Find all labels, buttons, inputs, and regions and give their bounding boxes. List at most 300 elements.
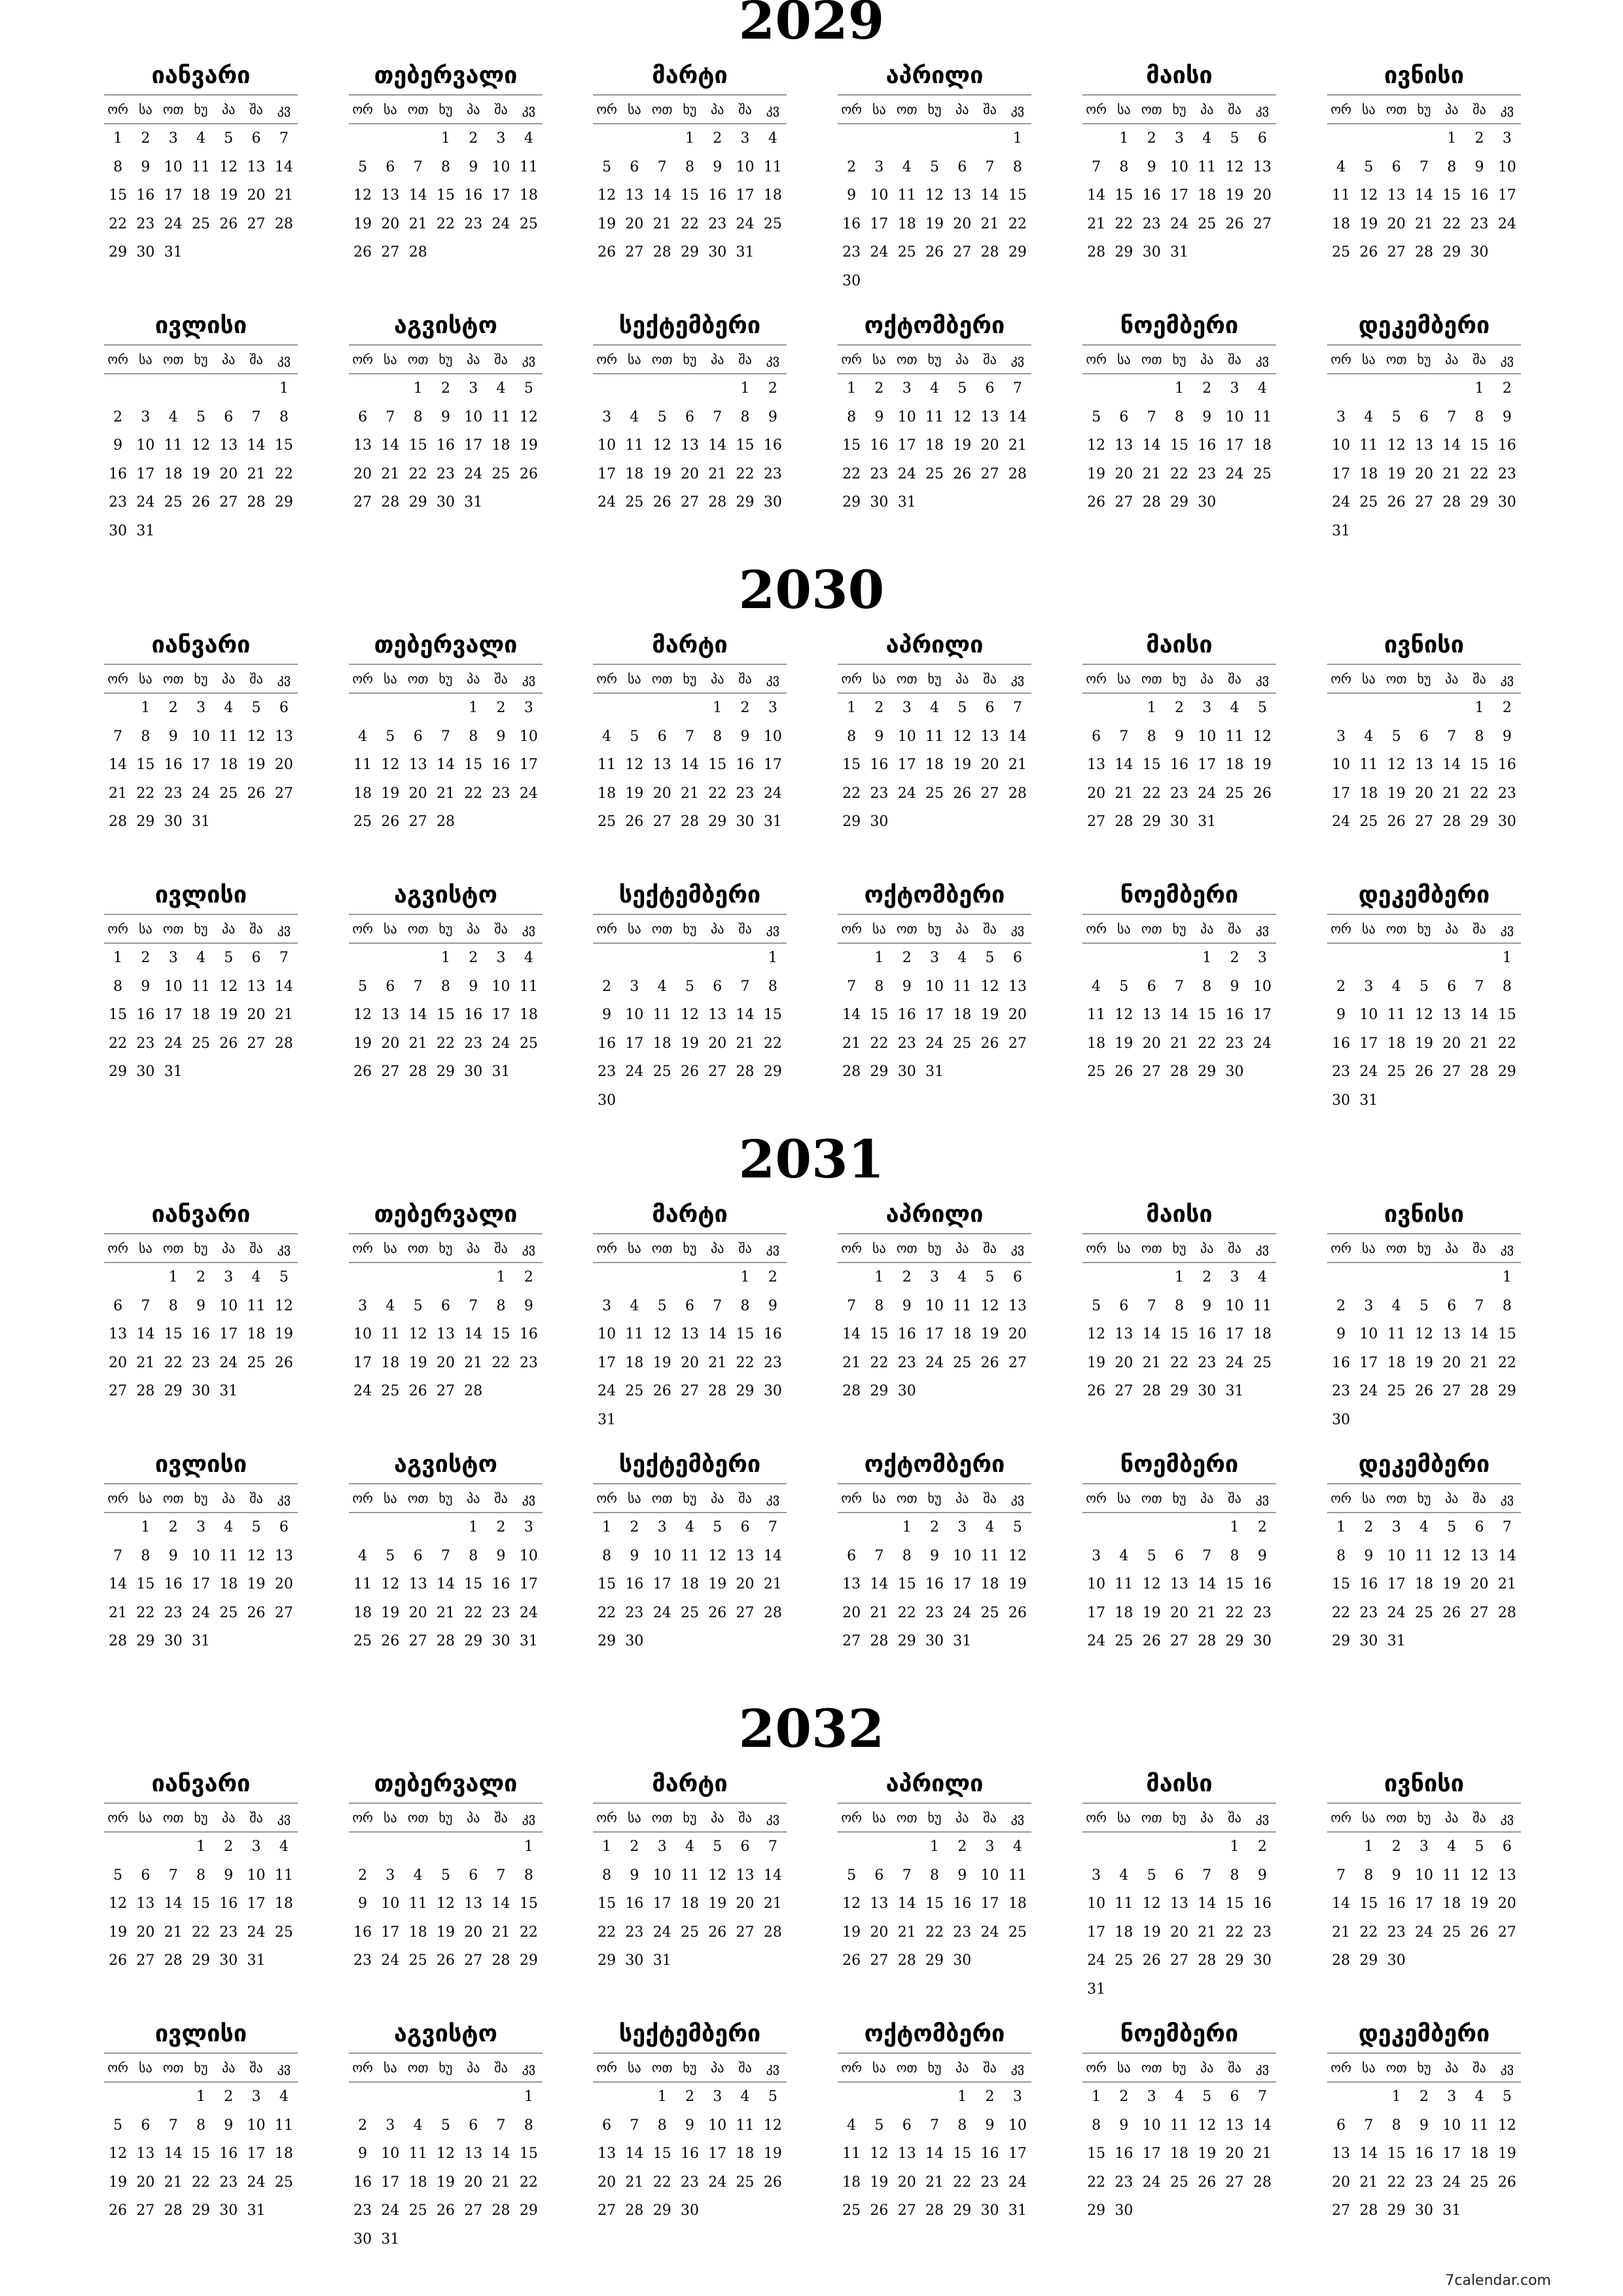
weekday-label: ოთ bbox=[162, 671, 184, 687]
month-block bbox=[104, 877, 298, 1086]
month-name: ნოემბერი bbox=[1120, 882, 1239, 908]
week-row bbox=[1082, 1599, 1276, 1628]
day-cell: 30 bbox=[136, 244, 155, 260]
weekday-label: სა bbox=[139, 2060, 152, 2075]
day-cell: 23 bbox=[1497, 465, 1516, 482]
day-cell: 12 bbox=[219, 978, 238, 995]
day-cell: 12 bbox=[1253, 728, 1272, 745]
weekday-label: პა bbox=[955, 1240, 969, 1256]
day-cell: 20 bbox=[1253, 187, 1272, 204]
empty-cell bbox=[620, 374, 648, 403]
day-cell: 20 bbox=[1414, 785, 1433, 802]
day-cell: 1 bbox=[847, 700, 857, 716]
day-cell: 8 bbox=[196, 2117, 205, 2134]
day-cell: 23 bbox=[842, 244, 861, 260]
day-cell: 23 bbox=[980, 2174, 999, 2191]
day-cell: 19 bbox=[436, 2174, 455, 2191]
day-cell: 9 bbox=[1230, 978, 1240, 995]
day-cell: 23 bbox=[109, 494, 128, 511]
weekday-label: ორ bbox=[352, 1240, 373, 1256]
day-cell: 16 bbox=[1169, 757, 1188, 773]
day-cell: 14 bbox=[464, 1326, 483, 1342]
empty-cell bbox=[187, 374, 215, 403]
day-cell: 21 bbox=[1470, 1354, 1489, 1371]
day-cell: 9 bbox=[768, 408, 777, 425]
month-block bbox=[593, 1766, 787, 1975]
weekday-label: კვ bbox=[1255, 101, 1270, 117]
weekday-label: ორ bbox=[1330, 671, 1351, 687]
day-cell: 14 bbox=[274, 978, 293, 995]
day-cell: 18 bbox=[274, 2145, 293, 2162]
week-row bbox=[349, 153, 543, 182]
day-cell: 11 bbox=[219, 1547, 238, 1564]
weekday-label: შა bbox=[1228, 1490, 1241, 1506]
empty-cell bbox=[676, 1627, 704, 1656]
day-cell: 26 bbox=[109, 1952, 128, 1969]
day-cell: 28 bbox=[274, 215, 293, 232]
day-cell: 11 bbox=[925, 408, 944, 425]
empty-cell bbox=[1249, 2197, 1276, 2225]
day-cell: 10 bbox=[652, 1547, 671, 1564]
empty-cell bbox=[187, 1058, 215, 1086]
day-cell: 7 bbox=[1419, 158, 1429, 175]
day-cell: 21 bbox=[870, 1604, 889, 1621]
day-cell: 19 bbox=[1008, 1576, 1027, 1592]
empty-cell bbox=[593, 694, 620, 723]
day-cell: 20 bbox=[408, 1604, 427, 1621]
empty-cell bbox=[104, 1833, 132, 1861]
day-cell: 16 bbox=[708, 187, 727, 204]
day-cell: 20 bbox=[1414, 465, 1433, 482]
day-cell: 1 bbox=[768, 950, 777, 966]
day-cell: 17 bbox=[491, 187, 510, 204]
weekday-label: ხუ bbox=[927, 1490, 942, 1506]
day-cell: 17 bbox=[1169, 187, 1188, 204]
day-cell: 25 bbox=[680, 1924, 699, 1941]
day-cell: 2 bbox=[524, 1269, 533, 1285]
day-cell: 12 bbox=[1470, 1867, 1489, 1884]
day-cell: 16 bbox=[1414, 2145, 1433, 2162]
day-cell: 7 bbox=[413, 978, 423, 995]
day-cell: 3 bbox=[1364, 978, 1374, 995]
day-cell: 13 bbox=[381, 187, 400, 204]
weekday-label: შა bbox=[1228, 351, 1241, 367]
day-cell: 18 bbox=[980, 1576, 999, 1592]
day-cell: 14 bbox=[842, 1326, 861, 1342]
day-cell: 27 bbox=[408, 814, 427, 830]
day-cell: 29 bbox=[1198, 1064, 1217, 1080]
day-cell: 10 bbox=[897, 728, 916, 745]
day-cell: 9 bbox=[113, 437, 123, 454]
day-cell: 3 bbox=[768, 700, 777, 716]
day-cell: 21 bbox=[1142, 1354, 1161, 1371]
month-block bbox=[349, 308, 543, 517]
weekday-label: ოთ bbox=[896, 351, 918, 367]
day-cell: 28 bbox=[763, 1924, 782, 1941]
day-cell: 9 bbox=[985, 2117, 995, 2134]
empty-cell bbox=[759, 238, 787, 267]
day-cell: 1 bbox=[1174, 1269, 1184, 1285]
empty-cell bbox=[215, 1627, 242, 1656]
day-cell: 5 bbox=[1147, 1547, 1156, 1564]
empty-cell bbox=[1355, 1406, 1382, 1435]
empty-cell bbox=[1110, 1833, 1137, 1861]
day-cell: 3 bbox=[602, 1297, 612, 1314]
day-cell: 11 bbox=[1414, 1547, 1433, 1564]
empty-cell bbox=[1166, 944, 1193, 973]
day-cell: 9 bbox=[141, 978, 151, 995]
day-cell: 25 bbox=[625, 1383, 644, 1399]
empty-cell bbox=[132, 2083, 159, 2111]
day-cell: 17 bbox=[1225, 1326, 1244, 1342]
day-cell: 4 bbox=[496, 380, 506, 397]
empty-cell bbox=[1410, 1946, 1438, 1975]
weekday-label: ოთ bbox=[407, 101, 429, 117]
day-cell: 18 bbox=[1470, 2145, 1489, 2162]
empty-cell bbox=[242, 1058, 270, 1086]
day-cell: 15 bbox=[1142, 757, 1161, 773]
weekday-label: ხუ bbox=[1417, 1240, 1431, 1256]
week-row bbox=[1082, 210, 1276, 239]
empty-cell bbox=[187, 517, 215, 546]
month-name: სექტემბერი bbox=[618, 1451, 761, 1478]
day-cell: 4 bbox=[1012, 1839, 1022, 1855]
week-row bbox=[1327, 1861, 1521, 1890]
day-cell: 1 bbox=[1336, 1519, 1346, 1535]
empty-cell bbox=[515, 488, 543, 517]
empty-cell bbox=[1327, 1833, 1355, 1861]
empty-cell bbox=[921, 488, 948, 517]
day-cell: 23 bbox=[680, 2174, 699, 2191]
weekday-header bbox=[593, 1803, 787, 1833]
empty-cell bbox=[731, 1086, 758, 1115]
day-cell: 31 bbox=[953, 1633, 972, 1649]
day-cell: 14 bbox=[1008, 728, 1027, 745]
day-cell: 26 bbox=[708, 1924, 727, 1941]
day-cell: 22 bbox=[1169, 1354, 1188, 1371]
weekday-header bbox=[1082, 2053, 1276, 2083]
empty-cell bbox=[376, 2083, 404, 2111]
weekday-label: ხუ bbox=[194, 1240, 208, 1256]
weekday-label: ორ bbox=[1330, 1490, 1351, 1506]
month-name: დეკემბერი bbox=[1358, 2020, 1490, 2047]
day-cell: 12 bbox=[1359, 187, 1378, 204]
day-cell: 11 bbox=[763, 158, 782, 175]
day-cell: 18 bbox=[1387, 1354, 1406, 1371]
day-cell: 6 bbox=[847, 1547, 857, 1564]
empty-cell bbox=[1410, 1086, 1438, 1115]
day-cell: 25 bbox=[1253, 465, 1272, 482]
empty-cell bbox=[1138, 2197, 1166, 2225]
day-cell: 8 bbox=[713, 728, 722, 745]
day-cell: 3 bbox=[1257, 950, 1267, 966]
empty-cell bbox=[376, 694, 404, 723]
day-cell: 16 bbox=[842, 215, 861, 232]
day-cell: 12 bbox=[274, 1297, 293, 1314]
month-name: აგვისტო bbox=[394, 312, 497, 339]
day-cell: 22 bbox=[1470, 465, 1489, 482]
day-cell: 26 bbox=[597, 244, 616, 260]
day-cell: 23 bbox=[353, 1952, 372, 1969]
day-cell: 20 bbox=[980, 757, 999, 773]
week-row bbox=[349, 181, 543, 210]
day-cell: 2 bbox=[1391, 1839, 1401, 1855]
day-cell: 24 bbox=[736, 215, 755, 232]
day-cell: 19 bbox=[1359, 215, 1378, 232]
day-cell: 30 bbox=[980, 2202, 999, 2219]
day-cell: 17 bbox=[191, 1576, 210, 1592]
empty-cell bbox=[1166, 1833, 1193, 1861]
day-cell: 15 bbox=[1470, 437, 1489, 454]
day-cell: 24 bbox=[1332, 494, 1351, 511]
weekday-label: კვ bbox=[277, 2060, 291, 2075]
month-block bbox=[838, 1446, 1031, 1656]
day-cell: 10 bbox=[708, 2117, 727, 2134]
day-cell: 2 bbox=[874, 380, 884, 397]
day-cell: 15 bbox=[519, 2145, 538, 2162]
weekday-label: პა bbox=[1445, 1490, 1459, 1506]
week-row bbox=[593, 124, 787, 153]
week-row bbox=[1327, 2111, 1521, 2140]
weekday-label: ხუ bbox=[194, 1490, 208, 1506]
week-row bbox=[593, 1292, 787, 1321]
weekday-label: ოთ bbox=[162, 101, 184, 117]
day-cell: 25 bbox=[597, 814, 616, 830]
week-row bbox=[1327, 1292, 1521, 1321]
day-cell: 29 bbox=[519, 1952, 538, 1969]
day-cell: 17 bbox=[1008, 2145, 1027, 2162]
empty-cell bbox=[404, 2083, 432, 2111]
day-cell: 6 bbox=[957, 158, 967, 175]
empty-cell bbox=[1138, 1833, 1166, 1861]
week-row bbox=[838, 1918, 1031, 1947]
week-row bbox=[1327, 1513, 1521, 1542]
day-cell: 27 bbox=[1387, 244, 1406, 260]
day-cell: 21 bbox=[897, 1924, 916, 1941]
day-cell: 27 bbox=[436, 1383, 455, 1399]
day-cell: 3 bbox=[740, 130, 750, 147]
weekday-header bbox=[593, 914, 787, 944]
weekday-header bbox=[104, 1233, 298, 1263]
weekday-label: ხუ bbox=[1417, 2060, 1431, 2075]
day-cell: 29 bbox=[597, 1952, 616, 1969]
weekday-label: ოთ bbox=[407, 351, 429, 367]
day-cell: 20 bbox=[1169, 1604, 1188, 1621]
day-cell: 13 bbox=[247, 158, 266, 175]
day-cell: 21 bbox=[842, 1354, 861, 1371]
weekday-label: ორ bbox=[107, 921, 128, 937]
weekday-label: შა bbox=[249, 921, 263, 937]
week-row bbox=[593, 374, 787, 403]
day-cell: 27 bbox=[1115, 494, 1133, 511]
weekday-label: ოთ bbox=[1385, 1810, 1407, 1825]
day-cell: 10 bbox=[1169, 158, 1188, 175]
weekday-label: კვ bbox=[522, 351, 536, 367]
day-cell: 17 bbox=[953, 1576, 972, 1592]
day-cell: 14 bbox=[247, 437, 266, 454]
month-block bbox=[838, 58, 1031, 295]
day-cell: 2 bbox=[768, 1269, 777, 1285]
day-cell: 14 bbox=[763, 1547, 782, 1564]
day-cell: 31 bbox=[1387, 1633, 1406, 1649]
week-row bbox=[838, 1627, 1031, 1656]
week-row bbox=[1327, 124, 1521, 153]
day-cell: 24 bbox=[191, 785, 210, 802]
day-cell: 12 bbox=[436, 1895, 455, 1912]
day-cell: 11 bbox=[1387, 1326, 1406, 1342]
day-cell: 22 bbox=[680, 215, 699, 232]
day-cell: 3 bbox=[1502, 130, 1512, 147]
day-cell: 13 bbox=[136, 2145, 155, 2162]
weekday-label: ოთ bbox=[896, 921, 918, 937]
day-cell: 16 bbox=[1497, 437, 1516, 454]
day-cell: 14 bbox=[1169, 1007, 1188, 1023]
day-cell: 22 bbox=[1497, 1354, 1516, 1371]
empty-cell bbox=[921, 808, 948, 836]
weekday-label: ორ bbox=[107, 101, 128, 117]
day-cell: 28 bbox=[1332, 1952, 1351, 1969]
week-row bbox=[593, 751, 787, 780]
weekday-label: ორ bbox=[107, 351, 128, 367]
day-cell: 11 bbox=[353, 1576, 372, 1592]
weekday-label: კვ bbox=[1500, 1810, 1514, 1825]
day-cell: 16 bbox=[953, 1895, 972, 1912]
day-cell: 24 bbox=[652, 1604, 671, 1621]
day-cell: 25 bbox=[625, 494, 644, 511]
empty-cell bbox=[1082, 1513, 1110, 1542]
day-cell: 20 bbox=[736, 1895, 755, 1912]
day-cell: 7 bbox=[168, 1867, 178, 1884]
month-name: ნოემბერი bbox=[1120, 1451, 1239, 1478]
day-cell: 19 bbox=[870, 2174, 889, 2191]
day-cell: 20 bbox=[381, 1035, 400, 1052]
day-cell: 16 bbox=[1225, 1007, 1244, 1023]
day-cell: 24 bbox=[491, 1035, 510, 1052]
day-cell: 27 bbox=[736, 1924, 755, 1941]
empty-cell bbox=[759, 1627, 787, 1656]
weekday-label: პა bbox=[467, 1490, 480, 1506]
day-cell: 9 bbox=[1336, 1007, 1346, 1023]
day-cell: 13 bbox=[1008, 978, 1027, 995]
day-cell: 17 bbox=[1332, 785, 1351, 802]
weekday-label: ორ bbox=[841, 1240, 862, 1256]
day-cell: 13 bbox=[274, 1547, 293, 1564]
day-cell: 23 bbox=[1470, 215, 1489, 232]
day-cell: 27 bbox=[247, 215, 266, 232]
day-cell: 15 bbox=[597, 1576, 616, 1592]
empty-cell bbox=[620, 1406, 648, 1435]
day-cell: 15 bbox=[436, 1007, 455, 1023]
day-cell: 19 bbox=[652, 1354, 671, 1371]
day-cell: 23 bbox=[763, 1354, 782, 1371]
week-row bbox=[104, 1030, 298, 1058]
weekday-label: ოთ bbox=[1141, 351, 1162, 367]
empty-cell bbox=[160, 517, 187, 546]
empty-cell bbox=[948, 808, 976, 836]
weekday-label: კვ bbox=[1255, 921, 1270, 937]
day-cell: 21 bbox=[1253, 2145, 1272, 2162]
day-cell: 31 bbox=[1169, 244, 1188, 260]
weekday-label: შა bbox=[494, 921, 508, 937]
week-row bbox=[349, 780, 543, 808]
day-cell: 8 bbox=[279, 408, 289, 425]
day-cell: 23 bbox=[219, 2174, 238, 2191]
weekday-label: შა bbox=[1472, 101, 1486, 117]
weekday-header bbox=[838, 1803, 1031, 1833]
day-cell: 27 bbox=[1414, 494, 1433, 511]
month-block bbox=[838, 1766, 1031, 1975]
week-row bbox=[104, 1833, 298, 1861]
empty-cell bbox=[432, 238, 459, 267]
day-cell: 6 bbox=[630, 158, 639, 175]
week-row bbox=[593, 723, 787, 751]
day-cell: 5 bbox=[713, 1519, 722, 1535]
day-cell: 12 bbox=[436, 2145, 455, 2162]
weekday-label: სა bbox=[872, 2060, 886, 2075]
day-cell: 10 bbox=[491, 978, 510, 995]
empty-cell bbox=[160, 1833, 187, 1861]
weekday-label: პა bbox=[222, 101, 236, 117]
empty-cell bbox=[1004, 267, 1031, 296]
day-cell: 3 bbox=[1336, 728, 1346, 745]
day-cell: 18 bbox=[408, 1924, 427, 1941]
weekday-label: სა bbox=[628, 101, 641, 117]
day-cell: 12 bbox=[408, 1326, 427, 1342]
day-cell: 3 bbox=[902, 380, 912, 397]
day-cell: 14 bbox=[1198, 1576, 1217, 1592]
empty-cell bbox=[104, 694, 132, 723]
week-row bbox=[838, 1320, 1031, 1349]
weekday-label: სა bbox=[1117, 1240, 1131, 1256]
day-cell: 8 bbox=[685, 158, 694, 175]
month-name: ივლისი bbox=[154, 2020, 247, 2047]
day-cell: 20 bbox=[353, 465, 372, 482]
weekday-label: ხუ bbox=[1417, 921, 1431, 937]
empty-cell bbox=[349, 944, 376, 973]
day-cell: 2 bbox=[168, 1519, 178, 1535]
weekday-label: ორ bbox=[1086, 1490, 1107, 1506]
day-cell: 30 bbox=[763, 1383, 782, 1399]
week-row bbox=[104, 694, 298, 723]
day-cell: 5 bbox=[358, 978, 368, 995]
empty-cell bbox=[838, 2083, 865, 2111]
day-cell: 19 bbox=[1142, 1604, 1161, 1621]
day-cell: 13 bbox=[652, 757, 671, 773]
day-cell: 29 bbox=[191, 1952, 210, 1969]
day-cell: 12 bbox=[842, 1895, 861, 1912]
weekday-label: ორ bbox=[596, 921, 617, 937]
weekday-label: კვ bbox=[522, 2060, 536, 2075]
month-name: მარტი bbox=[652, 1201, 728, 1228]
day-cell: 7 bbox=[1336, 1867, 1346, 1884]
day-cell: 6 bbox=[1391, 158, 1401, 175]
day-cell: 2 bbox=[1119, 2089, 1129, 2105]
day-cell: 19 bbox=[1414, 1354, 1433, 1371]
day-cell: 14 bbox=[1087, 187, 1106, 204]
day-cell: 18 bbox=[736, 2145, 755, 2162]
day-cell: 15 bbox=[763, 1007, 782, 1023]
day-cell: 11 bbox=[1198, 158, 1217, 175]
day-cell: 28 bbox=[491, 1952, 510, 1969]
day-cell: 28 bbox=[1008, 785, 1027, 802]
day-cell: 1 bbox=[196, 1839, 205, 1855]
day-cell: 11 bbox=[274, 2117, 293, 2134]
day-cell: 27 bbox=[1225, 2174, 1244, 2191]
day-cell: 14 bbox=[436, 757, 455, 773]
weekday-label: ოთ bbox=[896, 1490, 918, 1506]
empty-cell bbox=[270, 1058, 298, 1086]
day-cell: 21 bbox=[708, 1354, 727, 1371]
